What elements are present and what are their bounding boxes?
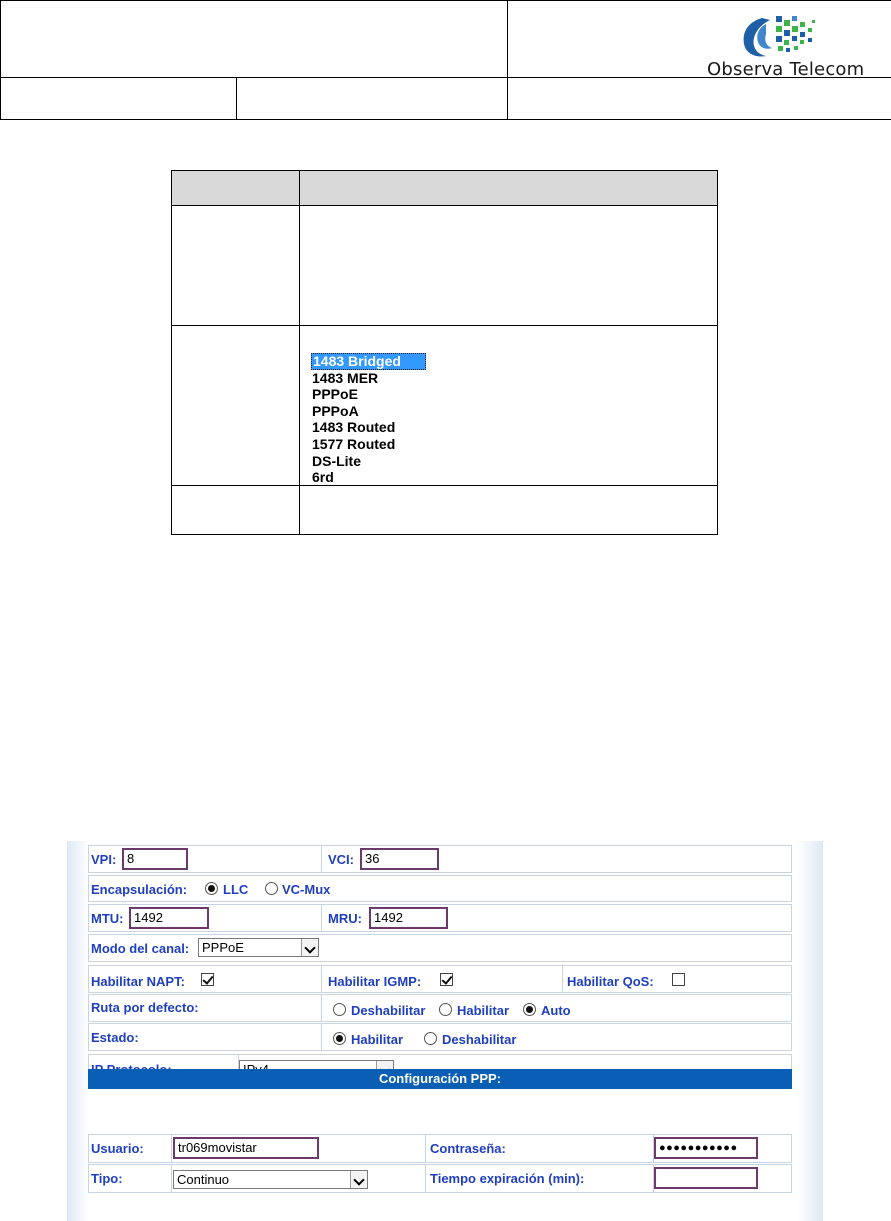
default-route-enable-label: Habilitar: [457, 1003, 510, 1018]
connection-type-option[interactable]: DS-Lite: [312, 452, 361, 469]
vpi-input[interactable]: 8: [122, 848, 188, 870]
default-route-label: Ruta por defecto:: [91, 1000, 199, 1015]
row-vpi-vci: [88, 845, 792, 873]
parameter-table: [171, 170, 718, 535]
state-enable-label: Habilitar: [351, 1032, 404, 1047]
row-separator: [171, 1165, 172, 1192]
igmp-checkbox[interactable]: [440, 973, 453, 986]
row-separator: [562, 966, 563, 992]
connection-type-option[interactable]: 1577 Routed: [312, 435, 396, 452]
encapsulation-llc-label: LLC: [223, 882, 249, 897]
default-route-disable-label: Deshabilitar: [351, 1003, 426, 1018]
chevron-down-icon: [350, 1171, 367, 1188]
connection-type-option[interactable]: 1483 MER: [312, 369, 379, 386]
igmp-label: Habilitar IGMP:: [328, 974, 422, 989]
connection-type-option[interactable]: 6rd: [312, 469, 334, 486]
row-separator: [425, 1135, 426, 1162]
row-separator: [425, 1165, 426, 1192]
wan-config-screenshot: [67, 841, 823, 1221]
connection-type-option[interactable]: PPPoA: [312, 402, 359, 419]
ppp-password-input[interactable]: ●●●●●●●●●●●: [654, 1137, 758, 1159]
vci-label: VCI:: [328, 852, 354, 867]
row-separator: [321, 1024, 322, 1050]
row-separator: [321, 966, 322, 992]
ppp-type-label: Tipo:: [91, 1171, 123, 1186]
header-cell-3: [508, 78, 891, 120]
row-separator: [321, 905, 322, 931]
chevron-down-icon: [301, 939, 318, 956]
row-state: [88, 1023, 792, 1051]
table-border: [171, 325, 718, 326]
table-border: [171, 534, 718, 535]
header-cell-title: [0, 0, 508, 78]
ppp-user-label: Usuario:: [91, 1141, 144, 1156]
company-name: Observa Telecom: [707, 59, 865, 80]
table-border: [171, 170, 172, 535]
table-border: [171, 170, 718, 171]
ppp-type-select[interactable]: [173, 1170, 368, 1189]
state-disable-radio[interactable]: [424, 1032, 437, 1045]
mtu-input[interactable]: 1492: [129, 907, 209, 929]
connection-type-option[interactable]: 1483 Routed: [312, 419, 396, 436]
row-separator: [171, 1135, 172, 1162]
napt-checkbox[interactable]: [201, 973, 214, 986]
channel-mode-value: PPPoE: [202, 940, 244, 955]
mtu-label: MTU:: [91, 911, 124, 926]
encapsulation-vcmux-label: VC-Mux: [282, 882, 331, 897]
default-route-disable-radio[interactable]: [333, 1003, 346, 1016]
default-route-auto-radio[interactable]: [523, 1003, 536, 1016]
connection-type-option[interactable]: 1483 Bridged: [311, 353, 426, 370]
default-route-enable-radio[interactable]: [439, 1003, 452, 1016]
ppp-password-label: Contraseña:: [430, 1141, 506, 1156]
state-label: Estado:: [91, 1030, 139, 1045]
table-header-row: [171, 170, 718, 205]
mru-label: MRU:: [328, 911, 362, 926]
qos-label: Habilitar QoS:: [567, 974, 654, 989]
header-cell-2: [237, 78, 508, 120]
vpi-label: VPI:: [91, 852, 117, 867]
ppp-timeout-input[interactable]: [654, 1167, 758, 1189]
state-disable-label: Deshabilitar: [442, 1032, 517, 1047]
table-border: [171, 205, 718, 206]
table-border: [717, 170, 718, 535]
napt-label: Habilitar NAPT:: [91, 974, 185, 989]
encapsulation-vcmux-radio[interactable]: [265, 882, 278, 895]
state-enable-radio[interactable]: [333, 1032, 346, 1045]
row-separator: [321, 995, 322, 1021]
qos-checkbox[interactable]: [672, 973, 685, 986]
channel-mode-label: Modo del canal:: [91, 941, 190, 956]
mru-input[interactable]: 1492: [369, 907, 448, 929]
channel-mode-select[interactable]: [198, 938, 319, 957]
table-border: [299, 170, 300, 535]
document-header: [0, 0, 891, 120]
connection-type-list[interactable]: [311, 353, 511, 486]
ppp-config-title: Configuración PPP:: [88, 1069, 792, 1089]
encapsulation-llc-radio[interactable]: [205, 882, 218, 895]
header-cell-1: [0, 78, 237, 120]
connection-type-option[interactable]: PPPoE: [312, 386, 358, 403]
vci-input[interactable]: 36: [360, 848, 439, 870]
ppp-user-input[interactable]: tr069movistar: [173, 1137, 319, 1159]
row-encapsulation: [88, 875, 792, 902]
ppp-timeout-label: Tiempo expiración (min):: [430, 1171, 585, 1186]
row-channel-mode: [88, 934, 792, 962]
default-route-auto-label: Auto: [541, 1003, 571, 1018]
encapsulation-label: Encapsulación:: [91, 882, 188, 897]
row-separator: [321, 846, 322, 872]
ppp-type-value: Continuo: [177, 1172, 230, 1187]
